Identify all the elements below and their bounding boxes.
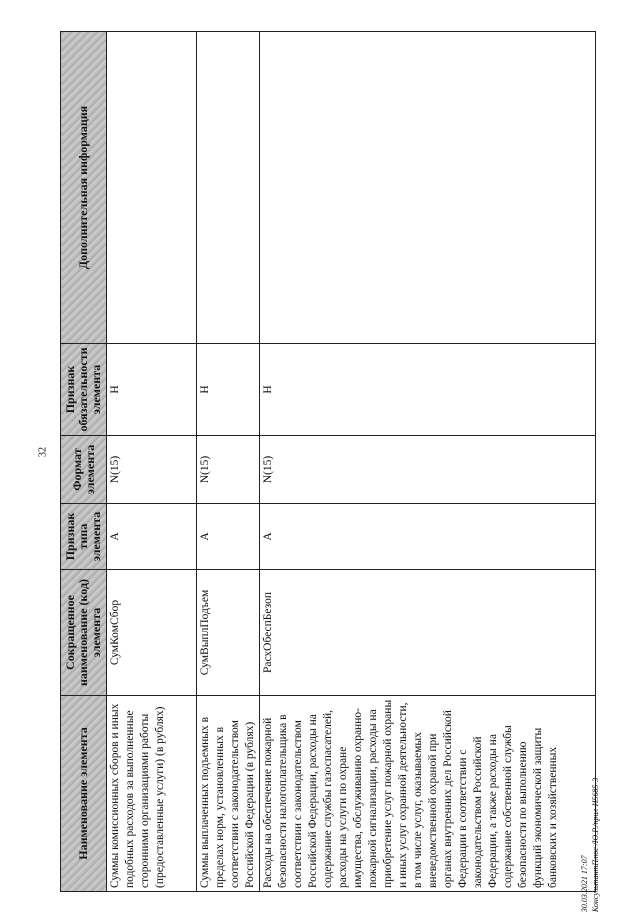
rotated-table-wrapper: [60, 32, 596, 892]
cell-type: А: [197, 504, 260, 570]
cell-code: РасхОбеспБезоп: [260, 570, 596, 696]
table-header-row: [61, 32, 107, 892]
header-required: Признак обязательности элемента: [61, 344, 107, 436]
header-name: Наименование элемента: [61, 696, 107, 892]
page-number: 32: [37, 447, 49, 457]
table-row: [197, 32, 260, 892]
cell-name: Суммы комиссионных сборов и иных подобных расходов за выполненные сторонними организациями работы (предоставленные услуги) (в рублях): [107, 696, 197, 892]
header-format: Формат элемента: [61, 436, 107, 504]
table-row: [260, 32, 596, 892]
cell-format: N(15): [197, 436, 260, 504]
footer-stamp: [579, 778, 601, 912]
cell-name: Суммы выплаченных подъемных в пределах норм, установленных в соответствии с законодательством Российской Федерации (в рублях): [197, 696, 260, 892]
cell-name: Расходы на обеспечение пожарной безопасности налогоплательщика в соответствии с законодательством Российской Федерации, расходы на содержание службы газоспасателей, расходы на услуги по охране имущества, обслуживанию охранно-пожарной сигнализации, расходы на приобретение услуг пожарной охраны и иных услуг охранной деятельности, в том числе услуг, оказываемых вневедомственной охраной при органах внутренних дел Российской Федерации в соответствии с законодательством Российской Федерации, а также расходы на содержание собственной службы безопасности по выполнению функций экономической защиты банковских и хозяйственных: [260, 696, 596, 892]
cell-info: [197, 32, 260, 344]
footer-source: КонсультантПлюс /Ю.Р./прил-И5685-3: [591, 777, 600, 912]
cell-format: N(15): [107, 436, 197, 504]
elements-table: [60, 31, 596, 892]
cell-code: СумВыплПодъем: [197, 570, 260, 696]
header-info: Дополнительная информация: [61, 32, 107, 344]
footer-date: 30.03.2021 17:07: [580, 855, 589, 912]
header-code: Сокращенное наименование (код) элемента: [61, 570, 107, 696]
cell-code: СумКомСбор: [107, 570, 197, 696]
cell-type: А: [107, 504, 197, 570]
cell-format: N(15): [260, 436, 596, 504]
cell-required: Н: [107, 344, 197, 436]
cell-required: Н: [260, 344, 596, 436]
cell-type: А: [260, 504, 596, 570]
cell-info: [260, 32, 596, 344]
cell-info: [107, 32, 197, 344]
header-type: Признак типа элемента: [61, 504, 107, 570]
cell-required: Н: [197, 344, 260, 436]
table-row: [107, 32, 197, 892]
